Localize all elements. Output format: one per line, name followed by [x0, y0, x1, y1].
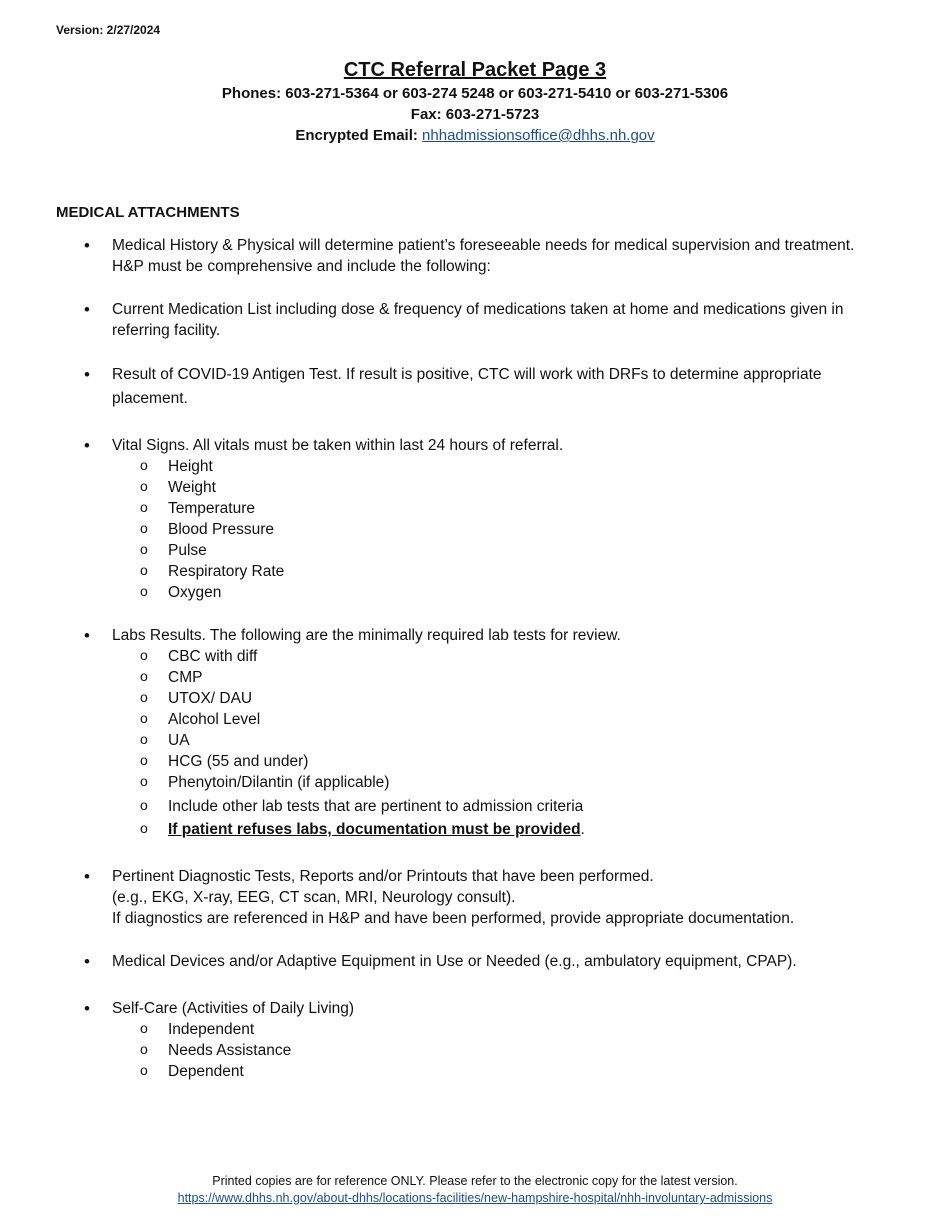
- covid-line-1: • Result of COVID-19 Antigen Test. If result is positive, CTC will work with DRFs to determine appropriate: [112, 366, 822, 383]
- list-item-vitals: [0, 435, 950, 603]
- covid-line-2: placement.: [112, 390, 188, 407]
- history-line-1: • Medical History & Physical will determine patient’s foreseeable needs for medical supervision and treatment.: [112, 237, 855, 254]
- sub-item: o Independent: [112, 1019, 890, 1040]
- sub-item: o CBC with diff: [112, 646, 890, 667]
- sub-item: o Phenytoin/Dilantin (if applicable): [112, 772, 890, 793]
- sub-item: o Pulse: [112, 540, 890, 561]
- diagnostics-line-3: If diagnostics are referenced in H&P and have been performed, provide appropriate documentation.: [112, 910, 795, 927]
- sub-item: o Height: [112, 456, 890, 477]
- vitals-text: • Vital Signs. All vitals must be taken within last 24 hours of referral.: [112, 437, 564, 454]
- list-item-devices: [0, 951, 950, 972]
- sub-item: o Include other lab tests that are pertinent to admission criteria: [112, 796, 890, 817]
- email-label: Encrypted Email:: [295, 127, 418, 144]
- sub-item: o Respiratory Rate: [112, 561, 890, 582]
- labs-text: • Labs Results. The following are the minimally required lab tests for review.: [112, 627, 621, 644]
- sub-item: o CMP: [112, 667, 890, 688]
- list-item-covid: [0, 363, 950, 411]
- list-item-diagnostics: [0, 866, 950, 929]
- version-label: Version: 2/27/2024: [56, 23, 161, 37]
- sub-item-refuse: [112, 819, 890, 840]
- selfcare-sublist: [112, 1019, 890, 1082]
- list-item-history: [0, 235, 950, 277]
- phones-line: Phones: 603-271-5364 or 603-274 5248 or 603-271-5410 or 603-271-5306: [221, 85, 729, 102]
- medication-line-2: referring facility.: [112, 322, 221, 339]
- diagnostics-line-1: • Pertinent Diagnostic Tests, Reports and/or Printouts that have been performed.: [112, 868, 654, 885]
- sub-item: o Temperature: [112, 498, 890, 519]
- footer-link[interactable]: https://www.dhhs.nh.gov/about-dhhs/locations-facilities/new-hampshire-hospital/nhh-involuntary-admissions: [177, 1191, 773, 1205]
- page-title: CTC Referral Packet Page 3: [343, 59, 607, 81]
- sub-item: o Blood Pressure: [112, 519, 890, 540]
- section-title: MEDICAL ATTACHMENTS: [56, 204, 240, 221]
- refuse-labs-text: If patient refuses labs, documentation must be provided: [168, 821, 581, 838]
- refuse-labs-period: .: [580, 821, 585, 838]
- attachments-list: [0, 235, 950, 1082]
- devices-text: • Medical Devices and/or Adaptive Equipment in Use or Needed (e.g., ambulatory equipment, CPAP).: [112, 953, 797, 970]
- sub-item: o UA: [112, 730, 890, 751]
- sub-item: o Oxygen: [112, 582, 890, 603]
- sub-item: o Dependent: [112, 1061, 890, 1082]
- email-line: [0, 125, 950, 146]
- fax-line: Fax: 603-271-5723: [410, 106, 540, 123]
- diagnostics-line-2: (e.g., EKG, X-ray, EEG, CT scan, MRI, Neurology consult).: [112, 889, 516, 906]
- sub-item: o Alcohol Level: [112, 709, 890, 730]
- sub-item: o UTOX/ DAU: [112, 688, 890, 709]
- sub-item: o Weight: [112, 477, 890, 498]
- vitals-sublist: [112, 456, 890, 603]
- medication-line-1: • Current Medication List including dose & frequency of medications taken at home and medications given in: [112, 301, 844, 318]
- list-item-medication: [0, 299, 950, 341]
- email-link[interactable]: nhhadmissionsoffice@dhhs.nh.gov: [422, 127, 655, 144]
- list-item-selfcare: [0, 998, 950, 1082]
- sub-item: o Needs Assistance: [112, 1040, 890, 1061]
- selfcare-text: • Self-Care (Activities of Daily Living): [112, 1000, 355, 1017]
- list-item-labs: [0, 625, 950, 840]
- footer-note: Printed copies are for reference ONLY. Please refer to the electronic copy for the latest version.: [212, 1174, 738, 1188]
- page-header: [0, 57, 950, 146]
- labs-sublist: [112, 646, 890, 840]
- history-line-2: H&P must be comprehensive and include the following:: [112, 258, 491, 275]
- sub-item: o HCG (55 and under): [112, 751, 890, 772]
- page-footer: [0, 1173, 950, 1207]
